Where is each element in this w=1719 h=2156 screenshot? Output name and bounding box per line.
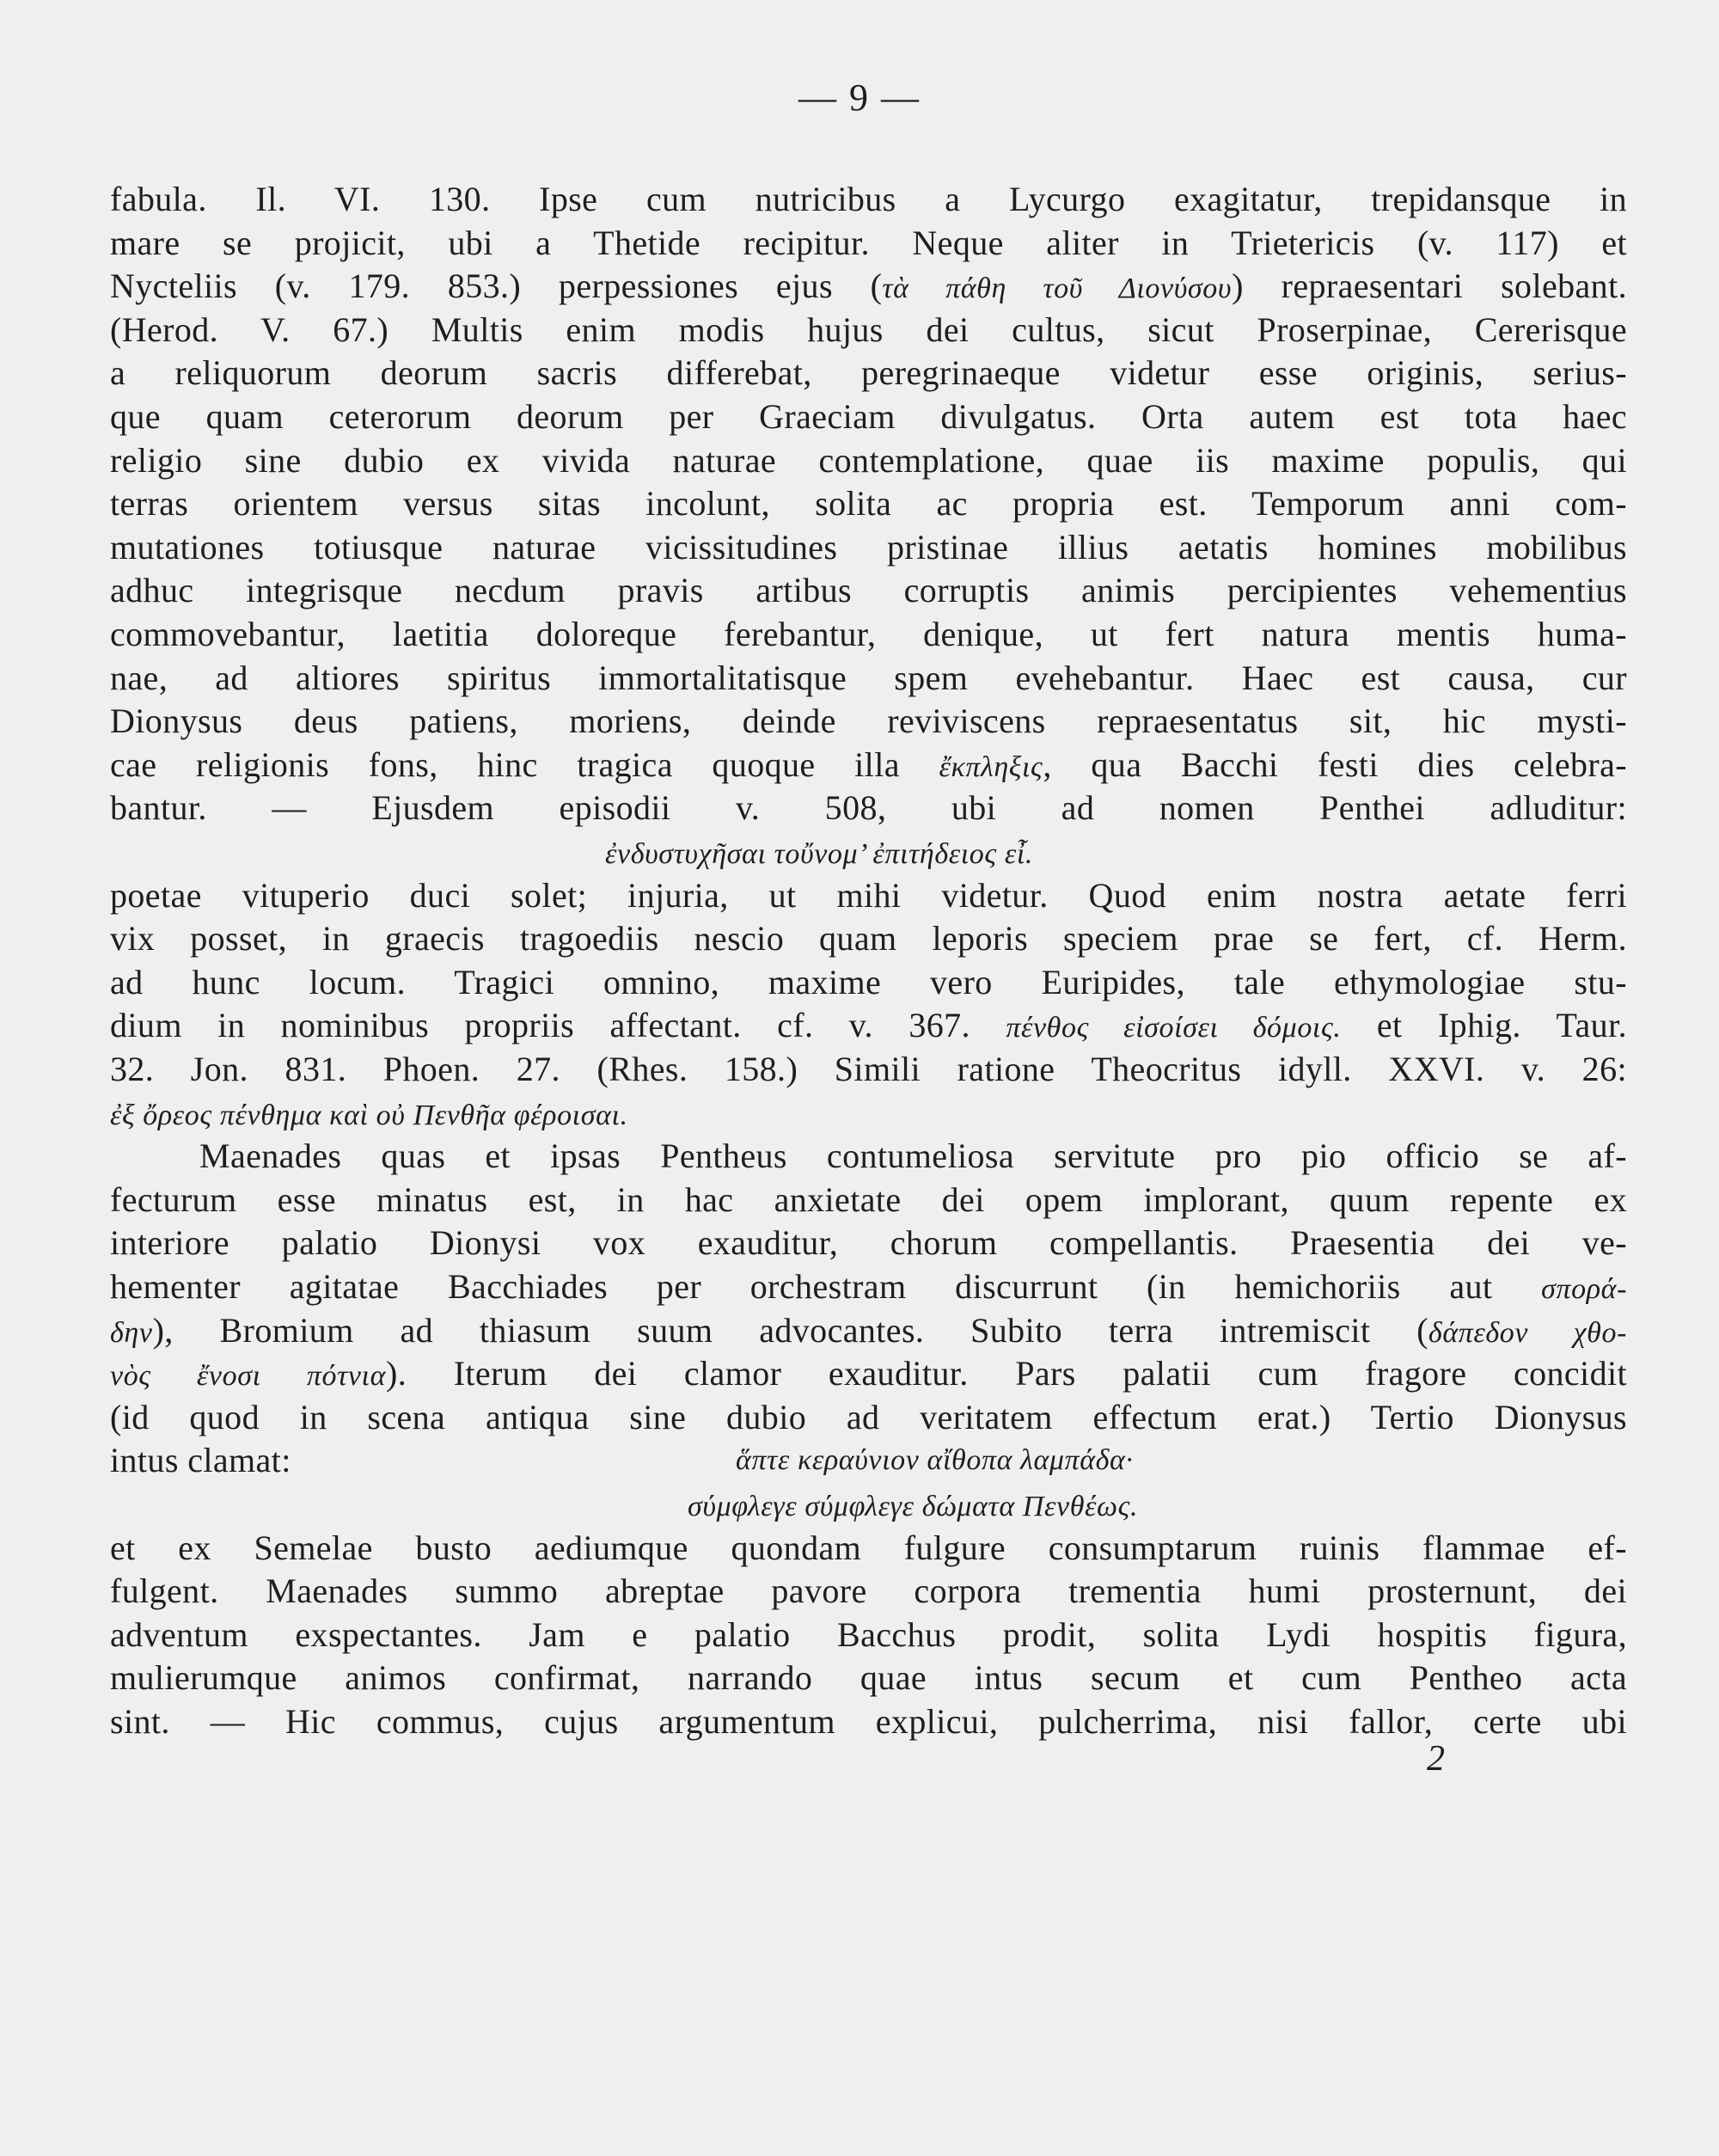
text-line bbox=[110, 1439, 1627, 1482]
text-line bbox=[110, 1179, 1627, 1222]
greek-quote: σπορά- bbox=[1541, 1273, 1627, 1305]
text-line bbox=[110, 1570, 1627, 1613]
latin-text: que quam ceterorum deorum per Graeciam divulgatus. Orta autem est tota haec bbox=[110, 397, 1627, 436]
latin-text: dium in nominibus propriis affectant. cf. v. 367. bbox=[110, 1006, 1006, 1045]
signature-mark: 2 bbox=[1427, 1739, 1445, 1779]
greek-verse-line bbox=[110, 1092, 1627, 1135]
latin-text: et Iphig. Taur. bbox=[1341, 1006, 1627, 1045]
greek-quote: δην bbox=[110, 1316, 153, 1349]
text-line bbox=[110, 1352, 1627, 1395]
latin-text: Nycteliis (v. 179. 853.) perpessiones ejus ( bbox=[110, 266, 883, 306]
text-line bbox=[110, 569, 1627, 612]
latin-text: religio sine dubio ex vivida naturae contemplatione, quae iis maxime populis, qui bbox=[110, 440, 1627, 480]
greek-quote: ἐνδυστυχῆσαι τοὔνομ’ ἐπιτήδειος εἶ. bbox=[605, 838, 1034, 870]
latin-text: vix posset, in graecis tragoediis nescio quam leporis speciem prae se fert, cf. Herm. bbox=[110, 919, 1627, 959]
text-line bbox=[110, 1048, 1627, 1091]
latin-text: ) repraesentari solebant. bbox=[1232, 266, 1627, 306]
text-line bbox=[110, 1700, 1627, 1743]
latin-text: ad hunc locum. Tragici omnino, maxime vero Euripides, tale ethymologiae stu- bbox=[110, 962, 1627, 1001]
greek-quote: δάπεδον χθο- bbox=[1428, 1316, 1627, 1349]
latin-text: fecturum esse minatus est, in hac anxietate dei opem implorant, quum repente ex bbox=[110, 1179, 1627, 1219]
greek-quote: τὰ πάθη τοῦ Διονύσου bbox=[882, 273, 1233, 305]
text-line bbox=[110, 1527, 1627, 1570]
latin-text: interiore palatio Dionysi vox exauditur, chorum compellantis. Praesentia dei ve- bbox=[110, 1223, 1627, 1263]
latin-text: a reliquorum deorum sacris differebat, peregrinaeque videtur esse originis, serius- bbox=[110, 353, 1627, 393]
latin-text: mulierumque animos confirmat, narrando quae intus secum et cum Pentheo acta bbox=[110, 1658, 1627, 1698]
text-line bbox=[110, 1657, 1627, 1700]
text-line bbox=[110, 917, 1627, 960]
text-line bbox=[110, 613, 1627, 656]
text-line bbox=[110, 961, 1627, 1004]
latin-text: Maenades quas et ipsas Pentheus contumeliosa servitute pro pio officio se af- bbox=[199, 1136, 1627, 1176]
text-line bbox=[110, 178, 1627, 221]
greek-quote: ἅπτε κεραύνιον αἴθοπα λαμπάδα· bbox=[736, 1444, 1134, 1477]
latin-text: ), Bromium ad thiasum suum advocantes. Subito terra intremiscit ( bbox=[152, 1310, 1428, 1350]
text-line bbox=[110, 787, 1627, 830]
latin-text: mare se projicit, ubi a Thetide recipitur. Neque aliter in Trietericis (v. 117) et bbox=[110, 223, 1627, 262]
latin-text: intus clamat: bbox=[110, 1441, 291, 1480]
latin-text: commovebantur, laetitia doloreque ferebantur, denique, ut fert natura mentis huma- bbox=[110, 615, 1627, 653]
latin-text: adhuc integrisque necdum pravis artibus corruptis animis percipientes vehementius bbox=[110, 571, 1627, 610]
text-line bbox=[110, 1614, 1627, 1657]
text-line bbox=[110, 352, 1627, 395]
greek-quote: πένθος εἰσοίσει δόμοις. bbox=[1006, 1012, 1342, 1044]
text-line bbox=[110, 1309, 1627, 1352]
latin-text: ). Iterum dei clamor exauditur. Pars palatii cum fragore concidit bbox=[386, 1354, 1627, 1393]
text-line bbox=[110, 657, 1627, 700]
latin-text: terras orientem versus sitas incolunt, solita ac propria est. Temporum anni com- bbox=[110, 484, 1627, 524]
text-line bbox=[110, 874, 1627, 917]
latin-text: (id quod in scena antiqua sine dubio ad veritatem effectum erat.) Tertio Dionysus bbox=[110, 1397, 1627, 1436]
text-line bbox=[110, 1004, 1627, 1047]
text-line bbox=[110, 482, 1627, 525]
latin-text: nae, ad altiores spiritus immortalitatisque spem evehebantur. Haec est causa, cur bbox=[110, 658, 1627, 697]
latin-text: (Herod. V. 67.) Multis enim modis hujus dei cultus, sicut Proserpinae, Cererisque bbox=[110, 309, 1627, 349]
latin-text: Dionysus deus patiens, moriens, deinde reviviscens repraesentatus sit, hic mysti- bbox=[110, 701, 1627, 741]
latin-text: fabula. Il. VI. 130. Ipse cum nutricibus a Lycurgo exagitatur, trepidansque in bbox=[110, 180, 1627, 218]
latin-text: , qua Bacchi festi dies celebra- bbox=[1043, 744, 1627, 784]
text-line bbox=[110, 744, 1627, 787]
greek-quote: νὸς ἔνοσι πότνια bbox=[110, 1360, 387, 1393]
latin-text: et ex Semelae busto aediumque quondam fulgure consumptarum ruinis flammae ef- bbox=[110, 1528, 1627, 1567]
text-line bbox=[110, 222, 1627, 265]
greek-quote: ἐξ ὄρεος πένθημα καὶ οὐ Πενθῆα φέροισαι. bbox=[110, 1099, 628, 1131]
latin-text: mutationes totiusque naturae vicissitudines pristinae illius aetatis homines mobilibus bbox=[110, 527, 1627, 567]
text-line bbox=[110, 395, 1627, 438]
text-line bbox=[110, 1396, 1627, 1439]
latin-text: cae religionis fons, hinc tragica quoque illa bbox=[110, 744, 939, 784]
text-line bbox=[110, 700, 1627, 743]
latin-text: 32. Jon. 831. Phoen. 27. (Rhes. 158.) Simili ratione Theocritus idyll. XXVI. v. 26: bbox=[110, 1050, 1627, 1088]
latin-text: fulgent. Maenades summo abreptae pavore corpora trementia humi prosternunt, dei bbox=[110, 1571, 1627, 1611]
text-line bbox=[110, 526, 1627, 569]
latin-text: bantur. — Ejusdem episodii v. 508, ubi ad nomen Penthei adluditur: bbox=[110, 788, 1627, 828]
page-number: — 9 — bbox=[798, 77, 921, 119]
text-line bbox=[110, 439, 1627, 482]
greek-verse-line bbox=[110, 830, 1719, 873]
latin-text: hementer agitatae Bacchiades per orchestram discurrunt (in hemichoriis aut bbox=[110, 1267, 1542, 1306]
greek-quote: ἔκπληξις bbox=[939, 750, 1043, 783]
text-line bbox=[110, 1265, 1627, 1308]
text-line bbox=[110, 1135, 1627, 1178]
text-line bbox=[110, 1222, 1627, 1265]
latin-text: adventum exspectantes. Jam e palatio Bacchus prodit, solita Lydi hospitis figura, bbox=[110, 1614, 1627, 1654]
text-line bbox=[110, 309, 1627, 352]
greek-quote: σύμφλεγε σύμφλεγε δώματα Πενθέως. bbox=[688, 1491, 1139, 1522]
latin-text: poetae vituperio duci solet; injuria, ut mihi videtur. Quod enim nostra aetate ferri bbox=[110, 875, 1627, 915]
latin-text: sint. — Hic commus, cujus argumentum explicui, pulcherrima, nisi fallor, certe ubi bbox=[110, 1702, 1627, 1741]
text-line bbox=[110, 265, 1627, 308]
greek-verse-line bbox=[110, 1483, 1719, 1526]
